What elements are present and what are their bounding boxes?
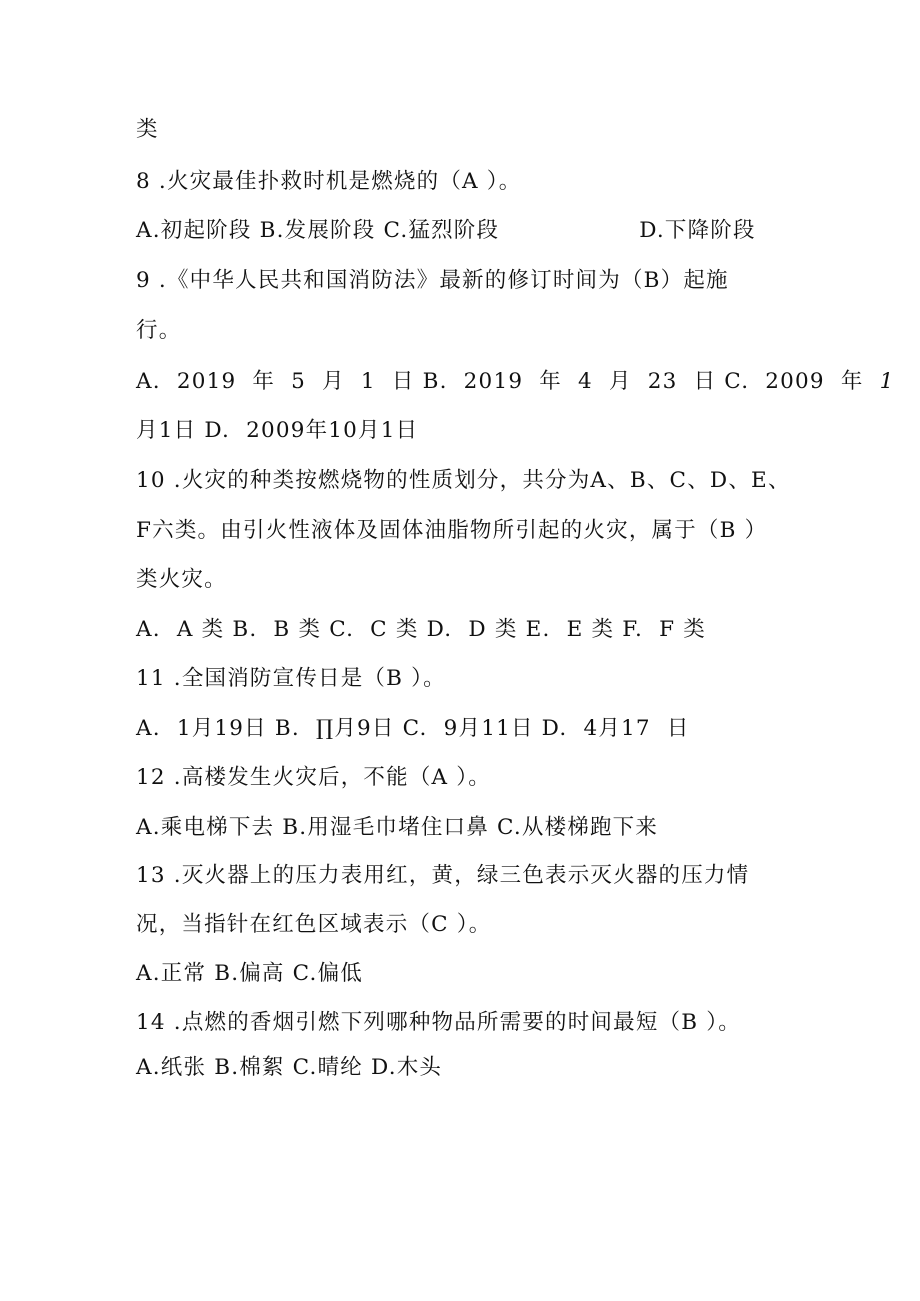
question-13-continued: 况，当指针在红色区域表示（C ）。 <box>136 912 492 937</box>
question-9-options-continued: 月1日 D. 2009年10月1日 <box>136 418 419 443</box>
question-12-options: A.乘电梯下去 B.用湿毛巾堵住口鼻 C.从楼梯跑下来 <box>136 815 659 840</box>
question-10-continued-2: 类火灾。 <box>136 567 227 592</box>
question-10-continued: F六类。由引火性液体及固体油脂物所引起的火灾，属于（B ） <box>136 518 768 543</box>
question-10: 10 .火灾的种类按燃烧物的性质划分，共分为A、B、C、D、E、 <box>136 468 791 493</box>
question-9-options-abc: A. 2019 年 5 月 1 日 B. 2019 年 4 月 23 日 C. 2009 年 <box>136 369 880 394</box>
question-8-options <box>136 216 756 246</box>
question-12: 12 .高楼发生火灾后，不能（A ）。 <box>136 765 491 790</box>
question-8: 8 .火灾最佳扑救时机是燃烧的（A ）。 <box>136 169 522 194</box>
question-10-options: A. A 类 B. B 类 C. C 类 D. D 类 E. E 类 F. F 类 <box>136 617 706 642</box>
question-9: 9 .《中华人民共和国消防法》最新的修订时间为（B）起施 <box>136 268 729 293</box>
question-9-continued: 行。 <box>136 318 182 343</box>
question-8-option-d: D.下降阶段 <box>639 218 756 243</box>
text-line-0: 类 <box>136 117 159 142</box>
question-13-options: A.正常 B.偏高 C.偏低 <box>136 961 363 986</box>
question-13: 13 .灭火器上的压力表用红，黄，绿三色表示灭火器的压力情 <box>136 863 750 888</box>
question-8-options-abc: A.初起阶段 B.发展阶段 C.猛烈阶段 <box>136 218 500 243</box>
question-14-options: A.纸张 B.棉絮 C.晴纶 D.木头 <box>136 1055 443 1080</box>
question-11: 11 .全国消防宣传日是（B ）。 <box>136 666 446 691</box>
question-11-options: A. 1月19日 B. ∏月9日 C. 9月11日 D. 4月17 日 <box>136 716 690 741</box>
question-14: 14 .点燃的香烟引燃下列哪种物品所需要的时间最短（B ）。 <box>136 1010 741 1035</box>
question-9-option-c-month: 1 <box>879 369 895 394</box>
question-9-options <box>136 367 895 397</box>
